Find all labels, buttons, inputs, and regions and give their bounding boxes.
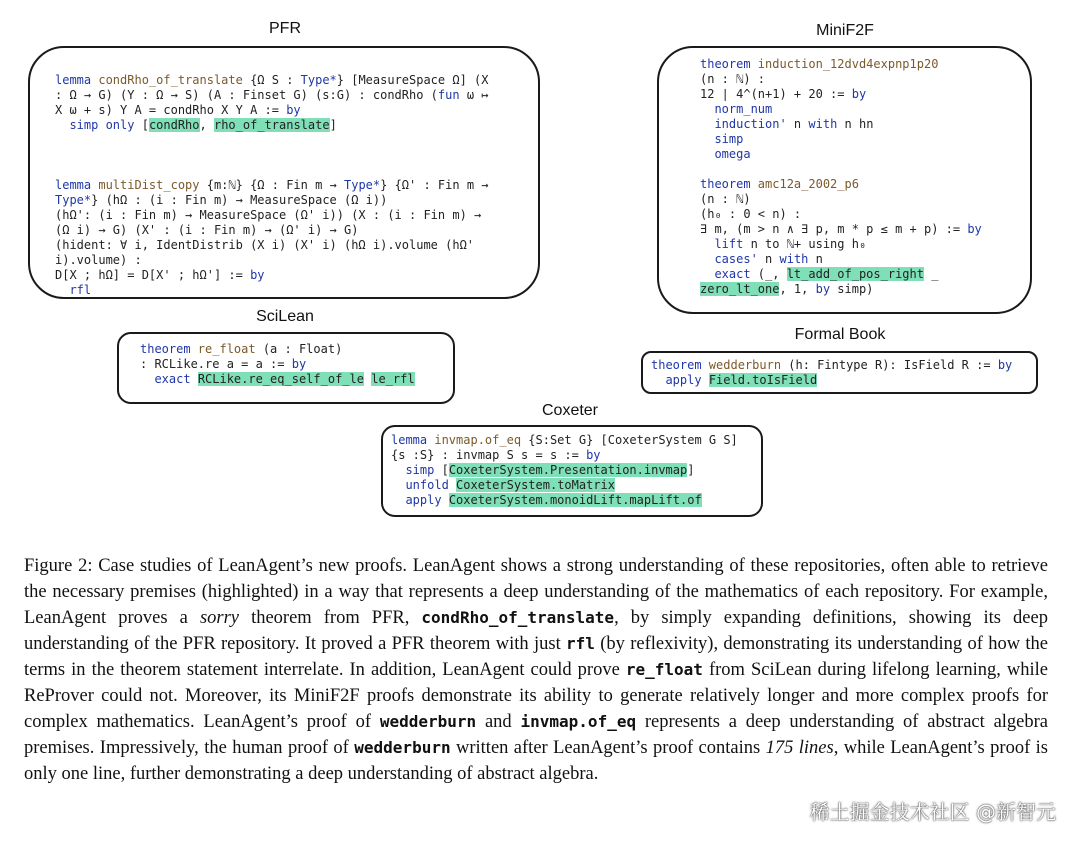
code-text: (h₀ : 0 < n) :: [700, 207, 802, 221]
code-text: ,: [199, 118, 214, 132]
theorem-name: wedderburn: [701, 358, 782, 372]
code-text: {S:Set G} [CoxeterSystem G S]: [521, 433, 738, 447]
theorem-name: induction_12dvd4expnp1p20: [750, 57, 939, 71]
premise-highlight: rho_of_translate: [213, 118, 330, 132]
kw: fun: [437, 88, 460, 102]
code-text: [: [134, 118, 149, 132]
kw: Type*: [300, 73, 337, 87]
kw: simp only: [69, 118, 135, 132]
premise-highlight: lt_add_of_pos_right: [786, 267, 924, 281]
pfr-code: [55, 73, 489, 298]
code-text: } {Ω' : Fin m →: [380, 178, 489, 192]
code-text: [191, 372, 198, 386]
caption-text: and: [476, 712, 521, 732]
code-text: 12 ∣ 4^(n+1) + 20 :=: [700, 87, 852, 101]
kw: with: [808, 117, 838, 131]
premise-highlight: le_rfl: [371, 372, 415, 386]
code-text: , 1,: [779, 282, 816, 296]
caption-code: re_float: [625, 660, 703, 679]
premise-highlight: CoxeterSystem.monoidLift.mapLift.of: [448, 493, 702, 507]
code-text: (a : Float): [255, 342, 343, 356]
premise-highlight: Field.toIsField: [708, 373, 818, 387]
kw: theorem: [140, 342, 191, 356]
kw: by: [967, 222, 982, 236]
kw: omega: [714, 147, 751, 161]
kw: lemma: [391, 433, 428, 447]
code-text: [702, 373, 709, 387]
kw: by: [586, 448, 601, 462]
minif2f-title: MiniF2F: [816, 22, 874, 39]
kw: cases': [714, 252, 758, 266]
caption-text: , while LeanAgent’s proof is only one line, further demonstrating a deep understanding of abstract algebra.: [24, 738, 1048, 784]
code-text: D[X ; hΩ] = D[X' ; hΩ'] :=: [55, 268, 251, 282]
caption-code: condRho_of_translate: [421, 608, 615, 627]
code-text: n: [808, 252, 823, 266]
kw: induction': [714, 117, 787, 131]
caption-code: wedderburn: [379, 712, 477, 731]
kw: by: [250, 268, 265, 282]
kw: by: [997, 358, 1013, 372]
code-text: n: [786, 117, 809, 131]
formalbook-title: Formal Book: [794, 326, 886, 343]
premise-highlight: zero_lt_one: [700, 282, 780, 296]
kw: lemma: [55, 73, 92, 87]
caption-emphasis: sorry: [199, 608, 239, 628]
code-text: (_,: [750, 267, 787, 281]
theorem-name: amc12a_2002_p6: [750, 177, 859, 191]
code-text: [442, 493, 449, 507]
code-text: ]: [687, 463, 695, 477]
caption-code: invmap.of_eq: [520, 712, 637, 731]
premise-highlight: condRho: [148, 118, 200, 132]
code-text: : Ω → G) (Y : Ω → S) (A : Finset G) (s:G) : condRho (: [55, 88, 438, 102]
kw: norm_num: [714, 102, 773, 116]
code-text: } (hΩ : (i : Fin m) → MeasureSpace (Ω i)): [91, 193, 388, 207]
code-text: {Ω S :: [242, 73, 301, 87]
kw: apply: [405, 493, 442, 507]
kw: by: [815, 282, 831, 296]
caption-code: wedderburn: [354, 738, 451, 757]
lemma-name: invmap.of_eq: [427, 433, 522, 447]
lemma-name: condRho_of_translate: [91, 73, 243, 87]
minif2f-code: [700, 57, 982, 297]
caption-emphasis: 175 lines: [765, 738, 834, 758]
kw: theorem: [700, 57, 751, 71]
code-text: } [MeasureSpace Ω] (X: [336, 73, 489, 87]
code-text: : RCLike.re a = a :=: [140, 357, 292, 371]
code-text: [: [434, 463, 449, 477]
kw: Type*: [344, 178, 381, 192]
kw: lift: [714, 237, 744, 251]
caption-text: written after LeanAgent’s proof contains: [450, 738, 766, 758]
code-text: _: [923, 267, 939, 281]
code-text: X ω + s) Y A = condRho X Y A :=: [55, 103, 287, 117]
kw: lemma: [55, 178, 92, 192]
caption-text: (by reflexivity), demonstrating its understanding of how the terms in the theorem statement interrelate. In addition, LeanAgent could prove: [24, 634, 1048, 680]
code-text: (h: Fintype R): IsField R :=: [781, 358, 998, 372]
kw: simp: [714, 132, 744, 146]
kw: rfl: [69, 283, 92, 297]
caption-text: from SciLean during lifelong learning, while ReProver could not. Moreover, its MiniF2F proofs demonstrate its ability to generate relatively longer and more complex proofs for complex mathematics. LeanAgent’s proof of: [24, 660, 1048, 732]
coxeter-title: Coxeter: [541, 402, 599, 419]
coxeter-code: [391, 433, 738, 508]
code-text: (hident: ∀ i, IdentDistrib (X i) (X' i) (hΩ i).volume (hΩ': [55, 238, 475, 252]
kw: Type*: [55, 193, 92, 207]
scilean-title: SciLean: [256, 308, 314, 325]
code-text: [449, 478, 456, 492]
code-text: (hΩ': (i : Fin m) → MeasureSpace (Ω' i)) (X : (i : Fin m) →: [55, 208, 482, 222]
kw: exact: [154, 372, 191, 386]
code-text: n: [757, 252, 780, 266]
kw: by: [851, 87, 867, 101]
code-text: (n : ℕ): [700, 192, 751, 206]
code-text: simp): [830, 282, 874, 296]
caption-text: , by simply expanding definitions, showing its deep understanding of the PFR repository. It proved a PFR theorem with just: [24, 608, 1048, 654]
code-text: (Ω i) → G) (X' : (i : Fin m) → (Ω' i) → G): [55, 223, 359, 237]
premise-highlight: CoxeterSystem.toMatrix: [456, 478, 615, 492]
theorem-name: re_float: [190, 342, 256, 356]
kw: apply: [665, 373, 702, 387]
code-text: ω ↦: [459, 88, 489, 102]
code-text: {m:ℕ} {Ω : Fin m →: [199, 178, 344, 192]
kw: exact: [714, 267, 751, 281]
kw: theorem: [700, 177, 751, 191]
kw: with: [779, 252, 809, 266]
kw: by: [286, 103, 301, 117]
code-text: ∃ m, (m > n ∧ ∃ p, m * p ≤ m + p) :=: [700, 222, 968, 236]
premise-highlight: RCLike.re_eq_self_of_le: [197, 372, 364, 386]
premise-highlight: CoxeterSystem.Presentation.invmap: [448, 463, 688, 477]
code-text: i).volume) :: [55, 253, 142, 267]
kw: unfold: [405, 478, 449, 492]
code-text: (n : ℕ) :: [700, 72, 766, 86]
pfr-title: PFR: [269, 20, 301, 37]
watermark: 稀土掘金技术社区 @新智元: [809, 800, 1056, 824]
code-text: {s :S} : invmap S s = s :=: [391, 448, 587, 462]
caption-code: rfl: [566, 634, 595, 653]
scilean-code: [140, 342, 415, 387]
figure-caption: [24, 553, 1048, 787]
kw: by: [291, 357, 307, 371]
code-text: n hn: [837, 117, 874, 131]
lemma-name: multiDist_copy: [91, 178, 200, 192]
caption-text: Figure 2: Case studies of LeanAgent’s new proofs. LeanAgent shows a strong understanding of these repositories, often able to retrieve the necessary premises (highlighted) in a way that represents a deep understanding of the mathematics of each repository. For example, LeanAgent proves a: [24, 556, 1048, 628]
caption-text: theorem from PFR,: [239, 608, 422, 628]
kw: theorem: [651, 358, 702, 372]
formalbook-code: [651, 358, 1012, 388]
kw: simp: [405, 463, 435, 477]
code-text: n to ℕ+ using h₀: [743, 237, 867, 251]
caption-text: represents a deep understanding of abstract algebra premises. Impressively, the human proof of: [24, 712, 1049, 758]
code-text: ]: [329, 118, 337, 132]
